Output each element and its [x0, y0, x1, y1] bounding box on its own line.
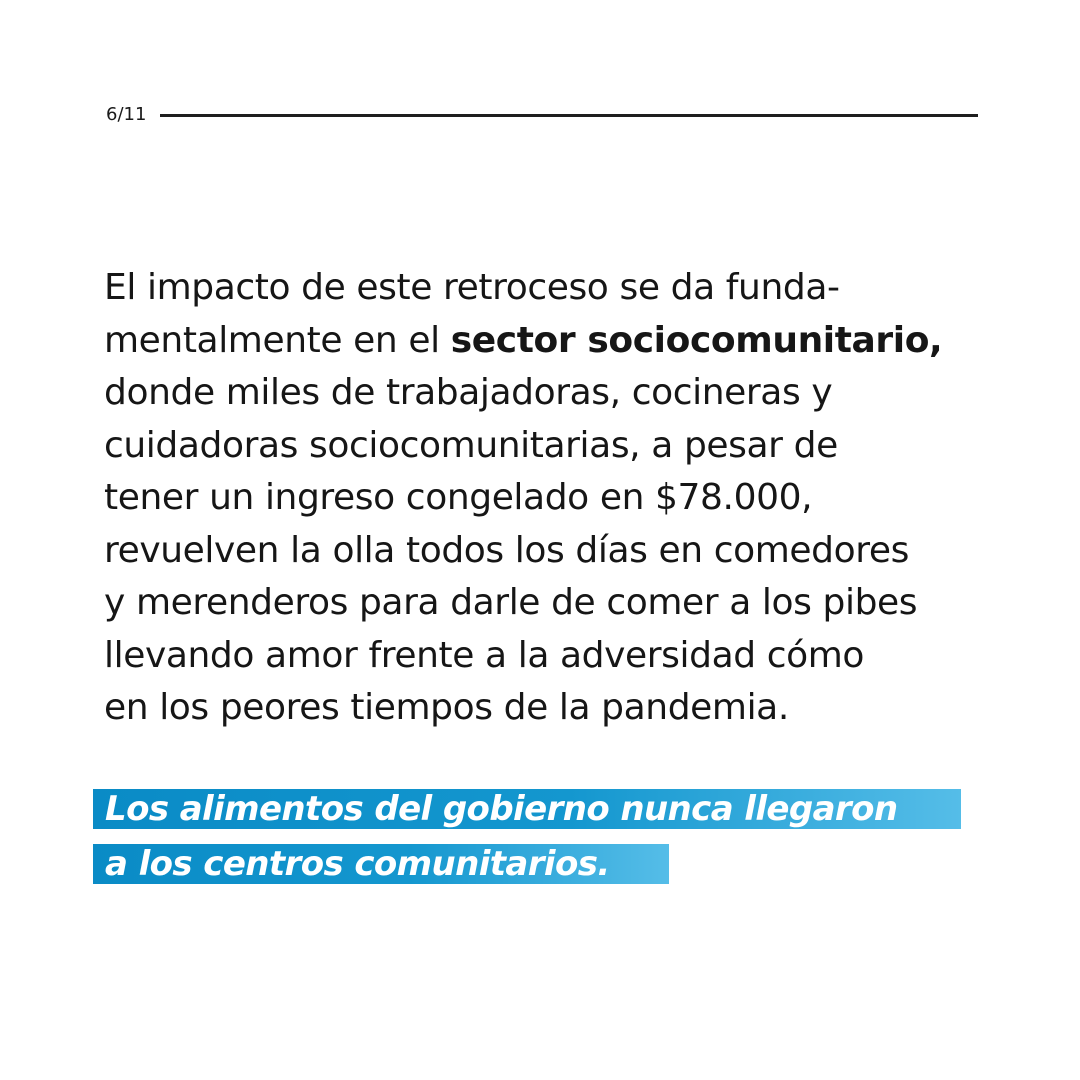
body-line-4: cuidadoras sociocomunitarias, a pesar de [104, 424, 838, 466]
body-line-3: donde miles de trabajadoras, cocineras y [104, 372, 833, 413]
highlighted-callout [93, 789, 993, 889]
body-line-5: tener un ingreso congelado en $78.000, [104, 477, 813, 518]
body-paragraph [104, 262, 1004, 735]
header-divider [160, 114, 978, 117]
body-line-8: llevando amor frente a la adversidad cómo [104, 634, 865, 676]
body-line-2 [104, 315, 1004, 368]
body-line-1: El impacto de este retroceso se da funda- [104, 267, 840, 308]
callout-line-1: Los alimentos del gobierno nunca llegaron [93, 789, 961, 829]
callout-line-2: a los centros comunitarios. [93, 844, 669, 884]
body-line-6: revuelven la olla todos los días en comedores [104, 529, 909, 571]
callout-row-1 [93, 789, 993, 834]
callout-row-2 [93, 839, 993, 884]
page-indicator: 6/11 [106, 104, 147, 125]
emphasis-sector: sector sociocomunitario, [450, 319, 943, 361]
slide-header [106, 102, 978, 128]
body-line-7: y merenderos para darle de comer a los pibes [104, 582, 918, 623]
body-line-9: en los peores tiempos de la pandemia. [104, 687, 789, 728]
body-line-2-text: mentalmente en el [104, 319, 451, 361]
